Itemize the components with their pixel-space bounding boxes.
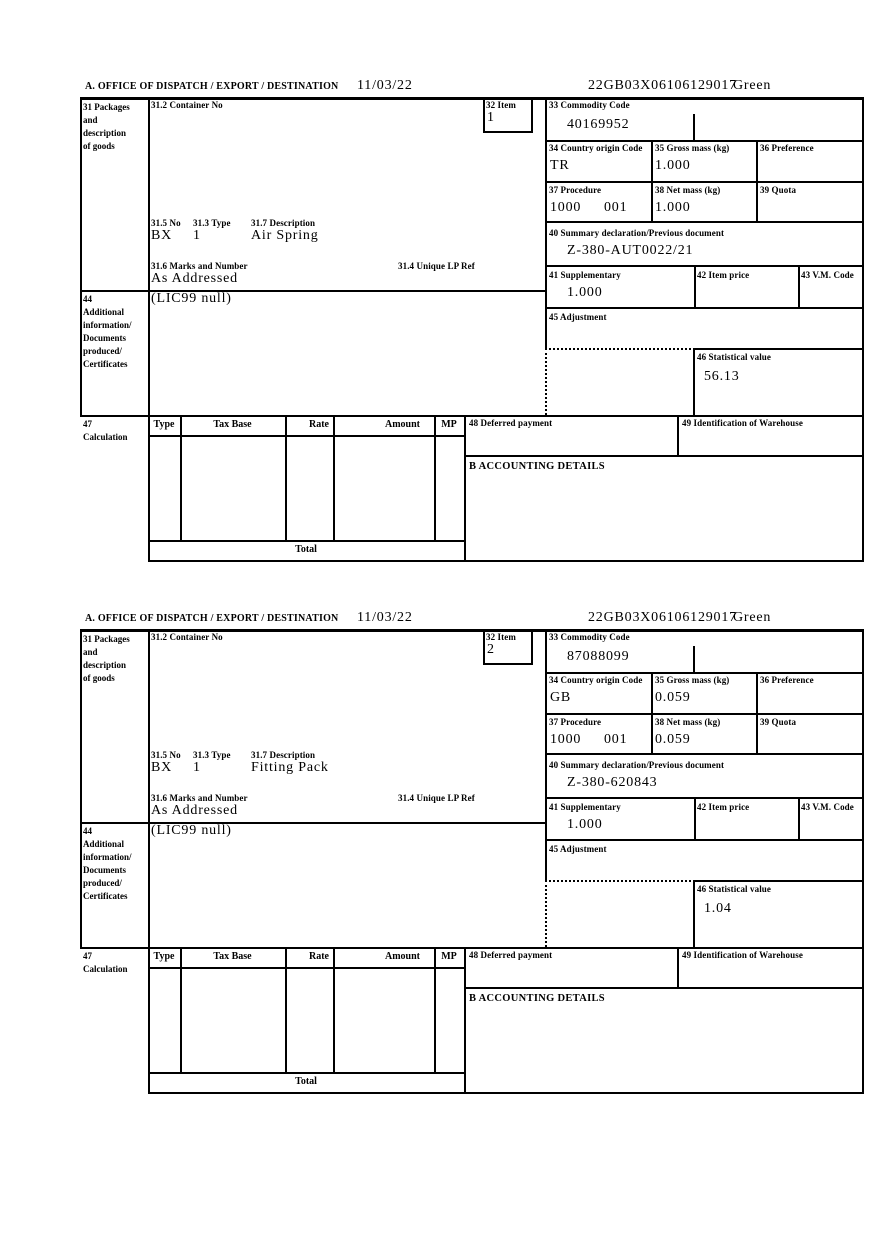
package-no-label: 31.5 No [151,750,181,760]
grid-line [545,839,864,841]
mp-header: MP [441,419,457,430]
package-no-label: 31.5 No [151,218,181,228]
package-code-value: BX [151,228,173,243]
supplementary-label: 41 Supplementary [549,802,621,812]
tax-type-header: Type [153,419,175,430]
grid-line [80,97,82,417]
supplementary-label: 41 Supplementary [549,270,621,280]
grid-line [545,221,864,223]
grid-line [464,455,864,457]
table-line [148,540,466,542]
commodity-code-value: 87088099 [567,649,630,664]
quota-label: 39 Quota [760,185,797,195]
commodity-divider-line [693,646,695,674]
declaration-copy-item-1 [80,78,864,570]
table-line [148,967,466,969]
grid-line [545,181,864,183]
grid-line [862,629,864,1094]
net-mass-label: 38 Net mass (kg) [655,717,721,727]
grid-line [545,672,864,674]
supplementary-value: 1.000 [567,285,603,300]
commodity-code-label: 33 Commodity Code [549,100,630,110]
routing-status: Green [733,610,772,625]
net-mass-value: 0.059 [655,732,691,747]
vm-code-label: 43 V.M. Code [801,270,854,280]
previous-document-value: Z-380-620843 [567,775,658,790]
country-origin-value: GB [550,690,572,705]
amount-header: Amount [384,951,420,962]
tax-type-header: Type [153,951,175,962]
gross-mass-value: 0.059 [655,690,691,705]
procedure-suffix-value: 001 [604,200,628,215]
country-origin-label: 34 Country origin Code [549,143,643,153]
adjustment-label: 45 Adjustment [549,844,607,854]
preference-label: 36 Preference [760,143,814,153]
dotted-line [545,880,695,882]
grid-line [862,97,864,562]
grid-line [148,629,150,1094]
grid-line [545,140,864,142]
rate-header: Rate [309,951,329,962]
grid-line [694,797,696,841]
container-no-label: 31.2 Container No [151,100,223,110]
item-box-line [531,629,533,665]
package-type-value: 1 [193,760,201,775]
deferred-payment-label: 48 Deferred payment [469,418,553,428]
procedure-value: 1000 [550,200,582,215]
country-origin-value: TR [550,158,570,173]
additional-info-value: (LIC99 null) [151,291,232,306]
item-number-label: 32 Item [486,100,516,110]
grid-line [545,797,864,799]
dotted-line [545,880,547,947]
dotted-line [545,348,547,415]
grid-line [545,713,864,715]
item-box-line [483,97,485,133]
office-of-dispatch-label: A. OFFICE OF DISPATCH / EXPORT / DESTINATION [85,613,339,624]
grid-line [545,753,864,755]
previous-document-label: 40 Summary declaration/Previous document [549,228,725,238]
statistical-value-label: 46 Statistical value [697,352,771,362]
box47-label: 47 Calculation [83,951,128,974]
grid-line [693,348,695,415]
previous-document-value: Z-380-AUT0022/21 [567,243,694,258]
procedure-label: 37 Procedure [549,185,602,195]
box47-label: 47 Calculation [83,419,128,442]
package-code-value: BX [151,760,173,775]
total-label: Total [295,1076,317,1087]
procedure-label: 37 Procedure [549,717,602,727]
box44-label: 44 Additional information/ Documents produced/ Certificates [83,826,132,901]
gross-mass-value: 1.000 [655,158,691,173]
marks-value: As Addressed [151,271,238,286]
grid-line [80,415,864,417]
grid-line [545,629,547,882]
item-number-value: 2 [487,642,495,657]
package-type-label: 31.3 Type [193,750,231,760]
grid-line [148,97,150,562]
description-value: Air Spring [251,228,319,243]
mrn-value: 22GB03X06106129017 [588,610,737,625]
table-line [148,435,466,437]
description-value: Fitting Pack [251,760,329,775]
warehouse-id-label: 49 Identification of Warehouse [682,950,803,960]
tax-base-header: Tax Base [213,419,252,430]
deferred-payment-label: 48 Deferred payment [469,950,553,960]
supplementary-value: 1.000 [567,817,603,832]
gross-mass-label: 35 Gross mass (kg) [655,675,730,685]
box44-label: 44 Additional information/ Documents produced/ Certificates [83,294,132,369]
tax-base-header: Tax Base [213,951,252,962]
package-type-label: 31.3 Type [193,218,231,228]
statistical-value: 56.13 [704,369,740,384]
grid-line [693,348,864,350]
preference-label: 36 Preference [760,675,814,685]
procedure-value: 1000 [550,732,582,747]
box31-label: 31 Packages and description of goods [83,634,130,683]
marks-value: As Addressed [151,803,238,818]
net-mass-label: 38 Net mass (kg) [655,185,721,195]
mp-header: MP [441,951,457,962]
office-of-dispatch-label: A. OFFICE OF DISPATCH / EXPORT / DESTINATION [85,81,339,92]
grid-line [545,97,547,350]
item-number-label: 32 Item [486,632,516,642]
item-box-line [483,663,533,665]
grid-line [693,880,695,947]
grid-line [677,415,679,457]
unique-lp-ref-label: 31.4 Unique LP Ref [398,261,475,271]
grid-line [545,307,864,309]
item-box-line [531,97,533,133]
statistical-value-label: 46 Statistical value [697,884,771,894]
total-label: Total [295,544,317,555]
mrn-value: 22GB03X06106129017 [588,78,737,93]
net-mass-value: 1.000 [655,200,691,215]
commodity-code-label: 33 Commodity Code [549,632,630,642]
grid-line [80,629,82,949]
item-number-value: 1 [487,110,495,125]
item-box-line [483,629,485,665]
vm-code-label: 43 V.M. Code [801,802,854,812]
grid-line [80,947,864,949]
dotted-line [545,348,695,350]
table-line [148,1072,466,1074]
commodity-code-value: 40169952 [567,117,630,132]
accounting-details-label: B ACCOUNTING DETAILS [469,461,605,472]
item-price-label: 42 Item price [697,270,750,280]
grid-line [651,672,653,755]
grid-line [756,672,758,755]
marks-label: 31.6 Marks and Number [151,793,248,803]
quota-label: 39 Quota [760,717,797,727]
description-label: 31.7 Description [251,218,316,228]
country-origin-label: 34 Country origin Code [549,675,643,685]
grid-line [651,140,653,223]
warehouse-id-label: 49 Identification of Warehouse [682,418,803,428]
statistical-value: 1.04 [704,901,732,916]
accounting-details-label: B ACCOUNTING DETAILS [469,993,605,1004]
additional-info-value: (LIC99 null) [151,823,232,838]
item-price-label: 42 Item price [697,802,750,812]
box31-label: 31 Packages and description of goods [83,102,130,151]
grid-line [798,797,800,841]
grid-line [677,947,679,989]
previous-document-label: 40 Summary declaration/Previous document [549,760,725,770]
item-box-line [483,131,533,133]
grid-line [798,265,800,309]
grid-line [545,265,864,267]
declaration-date: 11/03/22 [357,610,413,625]
declaration-copy-item-2 [80,610,864,1102]
grid-line [756,140,758,223]
gross-mass-label: 35 Gross mass (kg) [655,143,730,153]
grid-line [694,265,696,309]
marks-label: 31.6 Marks and Number [151,261,248,271]
grid-line [148,1092,864,1094]
routing-status: Green [733,78,772,93]
grid-line [693,880,864,882]
adjustment-label: 45 Adjustment [549,312,607,322]
commodity-divider-line [693,114,695,142]
amount-header: Amount [384,419,420,430]
declaration-date: 11/03/22 [357,78,413,93]
description-label: 31.7 Description [251,750,316,760]
grid-line [148,560,864,562]
package-type-value: 1 [193,228,201,243]
procedure-suffix-value: 001 [604,732,628,747]
rate-header: Rate [309,419,329,430]
container-no-label: 31.2 Container No [151,632,223,642]
grid-line [464,987,864,989]
unique-lp-ref-label: 31.4 Unique LP Ref [398,793,475,803]
